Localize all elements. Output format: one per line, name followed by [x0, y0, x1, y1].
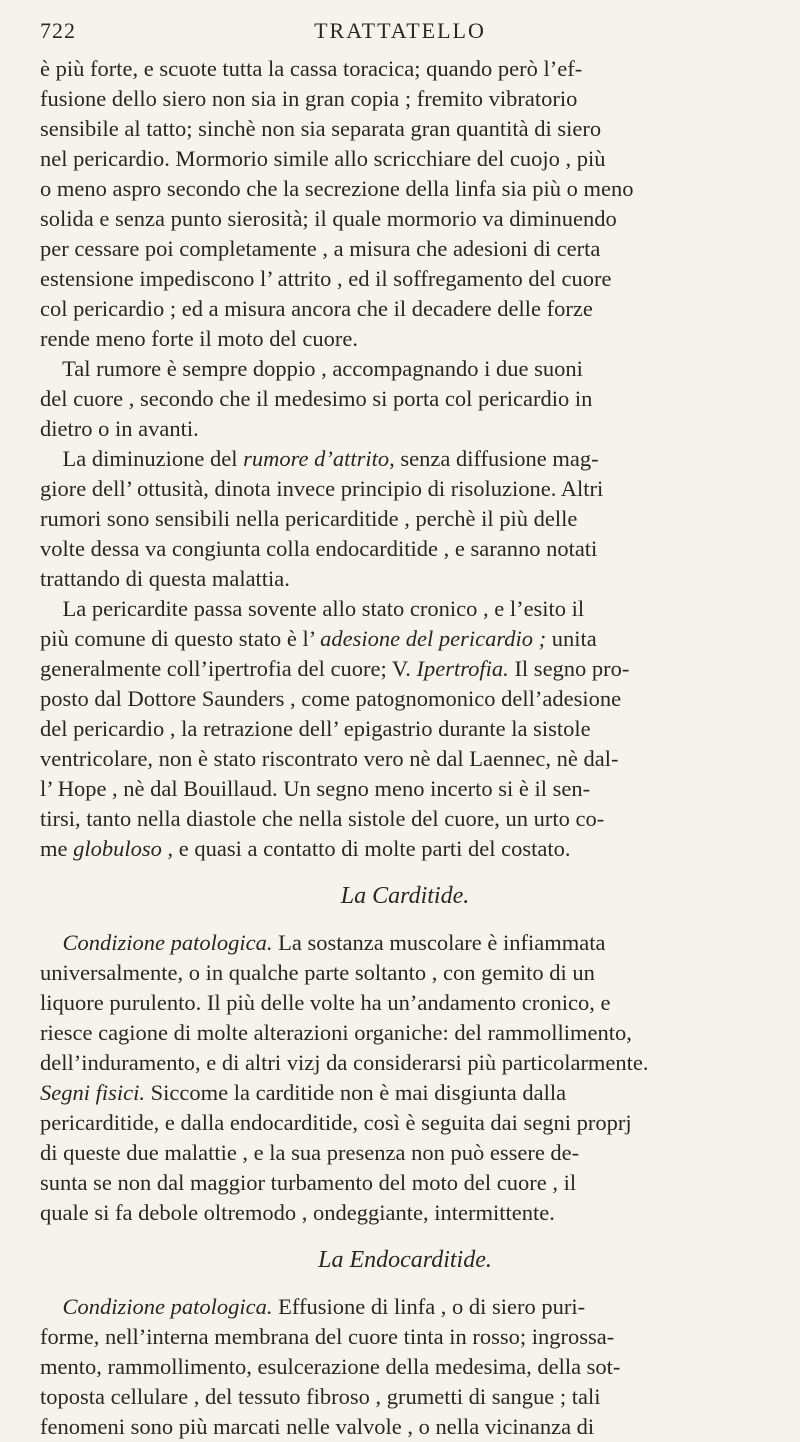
text-line: [40, 354, 770, 384]
text-run: del pericardio , la retrazione dell’ epigastrio durante la sistole: [40, 716, 591, 741]
text-run: più comune di questo stato è l’: [40, 626, 321, 651]
text-run: sunta se non dal maggior turbamento del moto del cuore , il: [40, 1170, 577, 1195]
text-run: o meno aspro secondo che la secrezione della linfa sia più o meno: [40, 176, 634, 201]
text-run: ventricolare, non è stato riscontrato vero nè dal Laennec, nè dal-: [40, 746, 619, 771]
text-run: l’ Hope , nè dal Bouillaud. Un segno meno incerto si è il sen-: [40, 776, 591, 801]
text-run: Tal rumore è sempre doppio , accompagnando i due suoni: [40, 356, 583, 381]
text-run: Effusione di linfa , o di siero puri-: [272, 1294, 586, 1319]
text-line: [40, 1138, 770, 1168]
text-run: fenomeni sono più marcati nelle valvole , o nella vicinanza di: [40, 1414, 595, 1439]
italic-text: Ipertrofia.: [416, 656, 509, 681]
text-line: [40, 1198, 770, 1228]
section-spacer: [40, 864, 770, 878]
text-run: estensione impediscono l’ attrito , ed il soffregamento del cuore: [40, 266, 612, 291]
text-line: [40, 114, 770, 144]
text-line: [40, 1412, 770, 1442]
text-run: solida e senza punto sierosità; il quale mormorio va diminuendo: [40, 206, 617, 231]
section-heading: La Endocarditide.: [318, 1247, 492, 1273]
text-line: [40, 294, 770, 324]
text-line: [40, 834, 770, 864]
text-line: [40, 1048, 770, 1078]
text-run: quale si fa debole oltremodo , ondeggiante, intermittente.: [40, 1200, 555, 1225]
text-run: toposta cellulare , del tessuto fibroso , grumetti di sangue ; tali: [40, 1384, 601, 1409]
text-line: [40, 474, 770, 504]
text-line: [40, 1322, 770, 1352]
text-run: La pericardite passa sovente allo stato cronico , e l’esito il: [40, 596, 585, 621]
text-run: [40, 930, 63, 955]
text-run: La diminuzione del: [40, 446, 244, 471]
text-run: fusione dello siero non sia in gran copia ; fremito vibratorio: [40, 86, 578, 111]
text-line: [40, 1108, 770, 1138]
text-run: senza diffusione mag-: [394, 446, 599, 471]
text-run: me: [40, 836, 74, 861]
text-run: volte dessa va congiunta colla endocarditide , e saranno notati: [40, 536, 598, 561]
italic-text: Segni fisici.: [40, 1080, 145, 1105]
text-line: [40, 444, 770, 474]
text-run: nel pericardio. Mormorio simile allo scricchiare del cuojo , più: [40, 146, 606, 171]
text-line: [40, 54, 770, 84]
text-run: trattando di questa malattia.: [40, 566, 290, 591]
text-line: [40, 414, 770, 444]
text-run: per cessare poi completamente , a misura che adesioni di certa: [40, 236, 601, 261]
text-run: di queste due malattie , e la sua presenza non può essere de-: [40, 1140, 580, 1165]
text-line: [40, 958, 770, 988]
running-head: [40, 14, 760, 48]
text-run: unita: [546, 626, 597, 651]
text-line: [40, 988, 770, 1018]
text-run: liquore purulento. Il più delle volte ha un’andamento cronico, e: [40, 990, 611, 1015]
text-run: forme, nell’interna membrana del cuore tinta in rosso; ingrossa-: [40, 1324, 615, 1349]
italic-text: adesione del pericardio ;: [320, 626, 547, 651]
text-line: [40, 564, 770, 594]
text-run: [40, 1294, 63, 1319]
text-line: [40, 654, 770, 684]
text-line: [40, 504, 770, 534]
text-line: [40, 534, 770, 564]
text-run: generalmente coll’ipertrofia del cuore; V.: [40, 656, 417, 681]
section-spacer: [40, 1278, 770, 1292]
text-run: rumori sono sensibili nella pericarditide , perchè il più delle: [40, 506, 578, 531]
italic-text: rumore d’attrito,: [243, 446, 395, 471]
text-run: col pericardio ; ed a misura ancora che il decadere delle forze: [40, 296, 593, 321]
italic-text: globuloso: [73, 836, 162, 861]
text-line: [40, 1168, 770, 1198]
text-run: del cuore , secondo che il medesimo si porta col pericardio in: [40, 386, 593, 411]
text-line: [40, 774, 770, 804]
text-run: Siccome la carditide non è mai disgiunta dalla: [145, 1080, 567, 1105]
text-run: , e quasi a contatto di molte parti del costato.: [161, 836, 571, 861]
running-title: TRATTATELLO: [314, 18, 486, 43]
text-run: rende meno forte il moto del cuore.: [40, 326, 359, 351]
text-line: [40, 84, 770, 114]
text-line: [40, 1018, 770, 1048]
text-run: La sostanza muscolare è infiammata: [272, 930, 606, 955]
text-run: mento, rammollimento, esulcerazione della medesima, della sot-: [40, 1354, 621, 1379]
section-spacer: [40, 914, 770, 928]
text-line: [40, 804, 770, 834]
text-line: [40, 234, 770, 264]
text-line: [40, 384, 770, 414]
text-run: è più forte, e scuote tutta la cassa toracica; quando però l’ef-: [40, 56, 583, 81]
text-run: universalmente, o in qualche parte soltanto , con gemito di un: [40, 960, 595, 985]
text-line: [40, 1292, 770, 1322]
text-line: [40, 1078, 770, 1108]
text-line: [40, 1382, 770, 1412]
section-spacer: [40, 1228, 770, 1242]
text-line: [40, 594, 770, 624]
italic-text: Condizione patologica.: [62, 930, 273, 955]
text-line: [40, 714, 770, 744]
text-line: [40, 744, 770, 774]
italic-text: Condizione patologica.: [62, 1294, 273, 1319]
text-line: [40, 1352, 770, 1382]
text-line: [40, 624, 770, 654]
text-line: [40, 684, 770, 714]
text-run: tirsi, tanto nella diastole che nella sistole del cuore, un urto co-: [40, 806, 605, 831]
text-line: [40, 204, 770, 234]
text-run: giore dell’ ottusità, dinota invece principio di risoluzione. Altri: [40, 476, 604, 501]
section-heading: La Carditide.: [340, 883, 470, 909]
text-run: riesce cagione di molte alterazioni organiche: del rammollimento,: [40, 1020, 632, 1045]
text-line: [40, 174, 770, 204]
text-run: pericarditide, e dalla endocarditide, così è seguita dai segni proprj: [40, 1110, 632, 1135]
page-body: [40, 54, 770, 1442]
text-run: Il segno pro-: [508, 656, 630, 681]
text-run: dietro o in avanti.: [40, 416, 199, 441]
text-run: posto dal Dottore Saunders , come patognomonico dell’adesione: [40, 686, 622, 711]
text-line: [40, 324, 770, 354]
text-run: sensibile al tatto; sinchè non sia separata gran quantità di siero: [40, 116, 602, 141]
text-line: [40, 264, 770, 294]
text-line: [40, 144, 770, 174]
page-number: 722: [40, 18, 76, 43]
text-line: [40, 928, 770, 958]
text-run: dell’induramento, e di altri vizj da considerarsi più particolarmente.: [40, 1050, 649, 1075]
